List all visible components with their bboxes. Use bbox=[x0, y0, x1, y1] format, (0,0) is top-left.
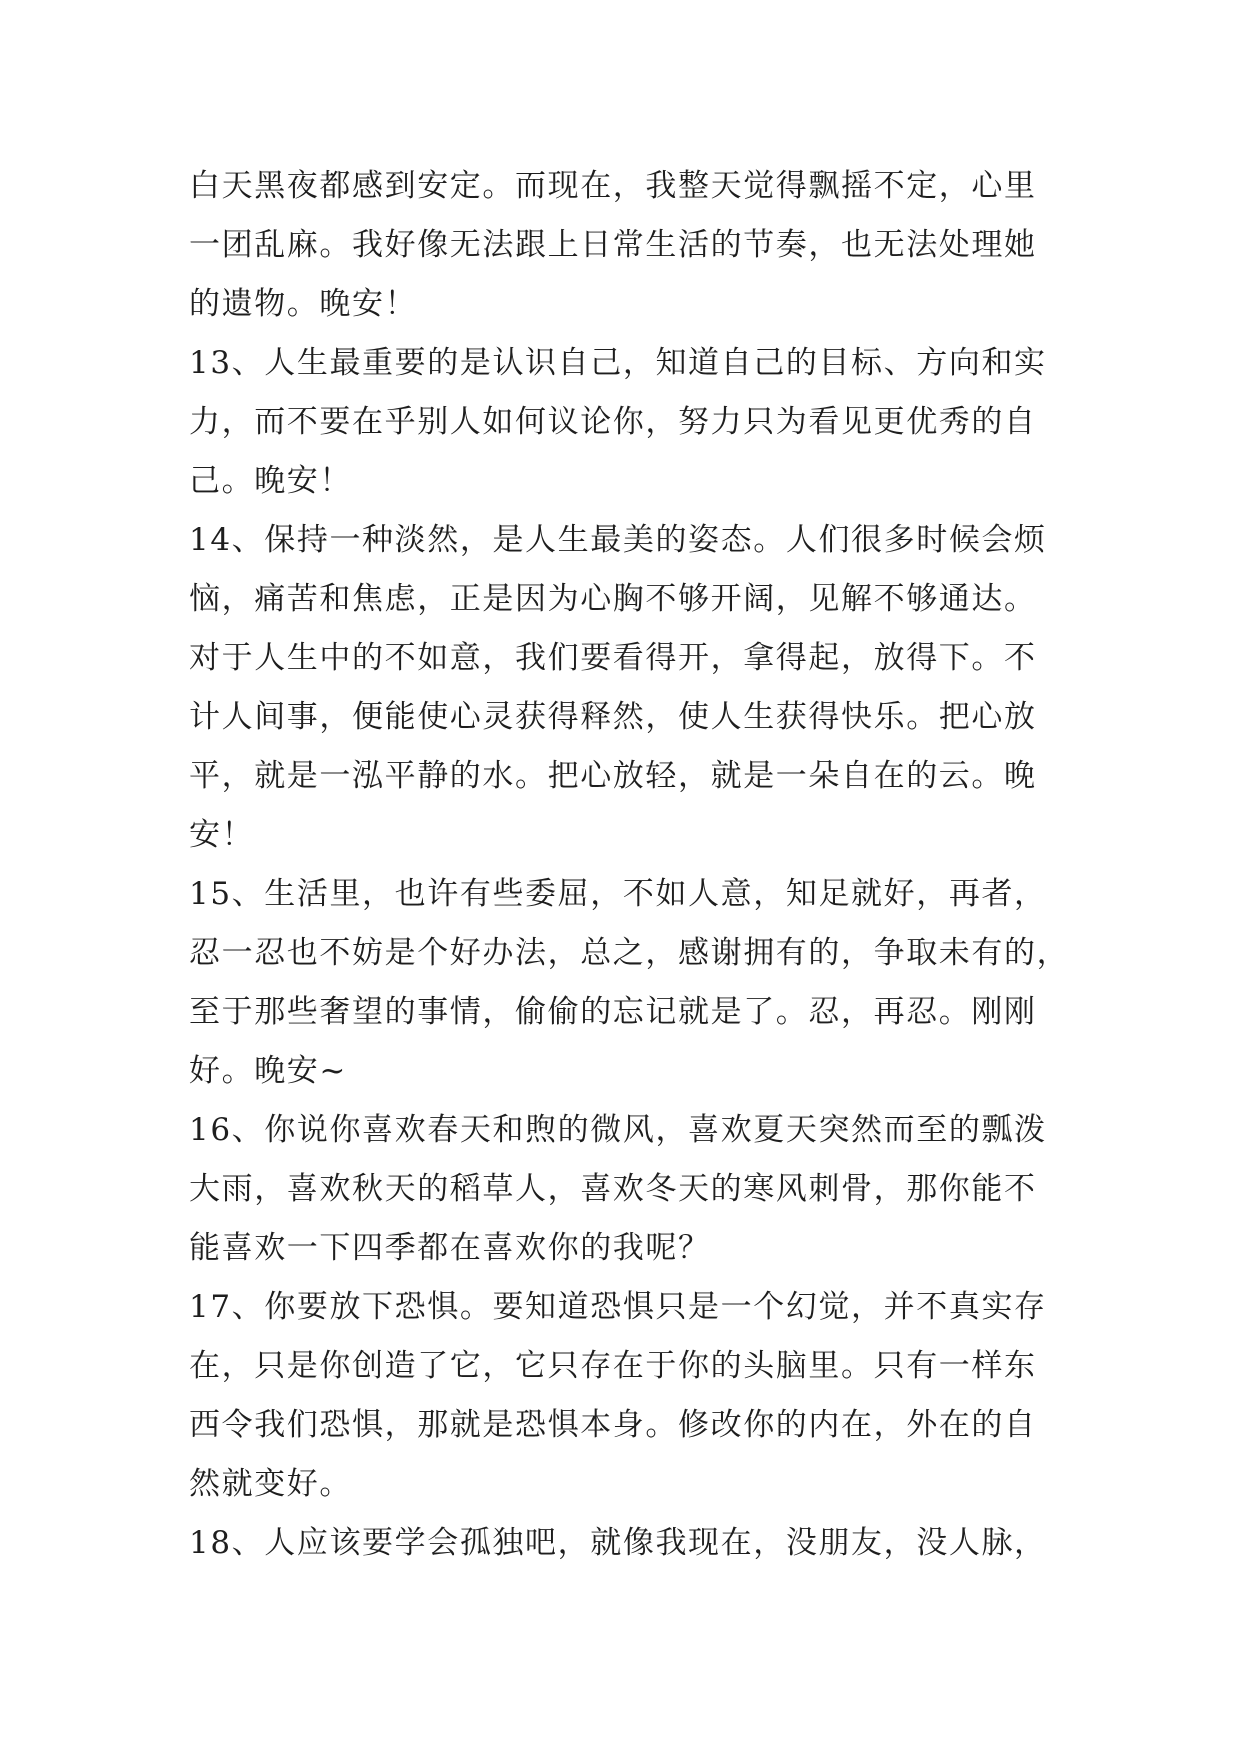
text-line: 一团乱麻。我好像无法跟上日常生活的节奏，也无法处理她 bbox=[189, 227, 1037, 263]
text-line: 大雨，喜欢秋天的稻草人，喜欢冬天的寒风刺骨，那你能不 bbox=[189, 1171, 1037, 1207]
text-line: 好。晚安~ bbox=[189, 1053, 347, 1089]
text-line: 14、保持一种淡然，是人生最美的姿态。人们很多时候会烦 bbox=[189, 522, 1047, 558]
text-line: 17、你要放下恐惧。要知道恐惧只是一个幻觉，并不真实存 bbox=[189, 1289, 1047, 1325]
text-line: 的遗物。晚安！ bbox=[189, 286, 418, 322]
text-line: 平，就是一泓平静的水。把心放轻，就是一朵自在的云。晚 bbox=[189, 758, 1037, 794]
text-line: 对于人生中的不如意，我们要看得开，拿得起，放得下。不 bbox=[189, 640, 1037, 676]
text-line: 恼，痛苦和焦虑，正是因为心胸不够开阔，见解不够通达。 bbox=[189, 581, 1037, 617]
text-line: 至于那些奢望的事情，偷偷的忘记就是了。忍，再忍。刚刚 bbox=[189, 994, 1037, 1030]
text-line: 16、你说你喜欢春天和煦的微风，喜欢夏天突然而至的瓢泼 bbox=[189, 1112, 1047, 1148]
text-line: 白天黑夜都感到安定。而现在，我整天觉得飘摇不定，心里 bbox=[189, 168, 1037, 204]
body-text bbox=[189, 157, 1089, 1573]
text-line: 己。晚安！ bbox=[189, 463, 352, 499]
text-line: 力，而不要在乎别人如何议论你，努力只为看见更优秀的自 bbox=[189, 404, 1037, 440]
text-line: 能喜欢一下四季都在喜欢你的我呢？ bbox=[189, 1230, 711, 1266]
text-line: 然就变好。 bbox=[189, 1466, 352, 1502]
text-line: 在，只是你创造了它，它只存在于你的头脑里。只有一样东 bbox=[189, 1348, 1037, 1384]
text-line: 13、人生最重要的是认识自己，知道自己的目标、方向和实 bbox=[189, 345, 1047, 381]
text-line: 18、人应该要学会孤独吧，就像我现在，没朋友，没人脉， bbox=[189, 1525, 1047, 1561]
text-line: 计人间事，便能使心灵获得释然，使人生获得快乐。把心放 bbox=[189, 699, 1037, 735]
text-line: 忍一忍也不妨是个好办法，总之，感谢拥有的，争取未有的， bbox=[189, 935, 1070, 971]
text-line: 15、生活里，也许有些委屈，不如人意，知足就好，再者， bbox=[189, 876, 1047, 912]
text-line: 西令我们恐惧，那就是恐惧本身。修改你的内在，外在的自 bbox=[189, 1407, 1037, 1443]
text-line: 安！ bbox=[189, 817, 255, 853]
